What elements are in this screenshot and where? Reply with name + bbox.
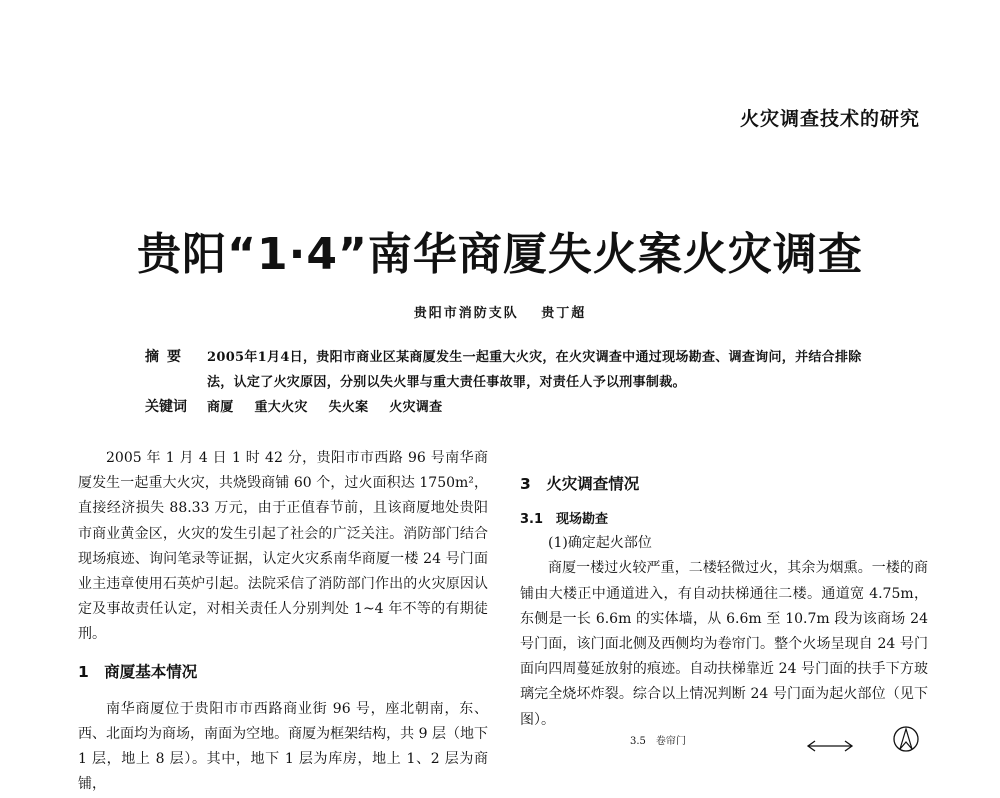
abstract-block bbox=[145, 345, 905, 420]
running-header: 火灾调查技术的研究 bbox=[739, 108, 920, 130]
abstract-label: 摘要 bbox=[145, 349, 189, 365]
subsection-3-1-heading: 3.1 现场勘查 bbox=[520, 512, 609, 528]
section-1-heading: 1 商厦基本情况 bbox=[78, 662, 198, 681]
keyword: 商厦 bbox=[207, 400, 234, 415]
authors bbox=[0, 302, 1000, 321]
author-name: 贵丁超 bbox=[541, 306, 587, 321]
section-3-heading: 3 火灾调查情况 bbox=[520, 475, 640, 493]
right-column bbox=[520, 460, 928, 733]
keyword: 失火案 bbox=[328, 400, 369, 415]
section-1-paragraph: 南华商厦位于贵阳市市西路商业街 96 号，座北朝南，东、西、北面均为商场，南面为空地。商厦为框架结构，共 9 层（地下 1 层，地上 8 层）。其中，地下 1 层为库房，地上 1、2 层为商铺， bbox=[78, 700, 488, 793]
keyword: 火灾调查 bbox=[389, 400, 443, 415]
intro-paragraph: 2005 年 1 月 4 日 1 时 42 分，贵阳市市西路 96 号南华商厦发生一起重大火灾，共烧毁商铺 60 个，过火面积达 1750m²，直接经济损失 88.33 万元，由于正值春节前，且该商厦地处贵阳市商业黄金区，火灾的发生引起了社会的广泛关注。消防部门结合现场痕迹、询问笔录等证据，认定火灾系南华商厦一楼 24 号门面业主违章使用石英炉引起。法院采信了消防部门作出的火灾原因认定及事故责任认定，对相关责任人分别判处 1~4 年不等的有期徒刑。 bbox=[78, 450, 488, 643]
figure-svg bbox=[630, 722, 930, 760]
keywords-list bbox=[207, 395, 867, 420]
paper-title: 贵阳“1·4”南华商厦失火案火灾调查 bbox=[137, 229, 863, 280]
left-column bbox=[78, 446, 488, 798]
keywords-row bbox=[145, 395, 905, 420]
figure-label: 3.5 卷帘门 bbox=[630, 736, 686, 747]
keywords-label: 关键词 bbox=[145, 399, 187, 415]
abstract-row bbox=[145, 345, 905, 395]
section-3-paragraph: 商厦一楼过火较严重，二楼轻微过火，其余为烟熏。一楼的商铺由大楼正中通道进入，有自动扶梯通往二楼。通道宽 4.75m，东侧是一长 6.6m 的实体墙，从 6.6m 至 10.7m 段为该商场 24 号门面，该门面北侧及西侧均为卷帘门。整个火场呈现自 24 号门面向四周蔓延放射的痕迹。自动扶梯靠近 24 号门面的扶手下方玻璃完全烧坏炸裂。综合以上情况判断 24 号门面为起火部位（见下图）。 bbox=[520, 560, 928, 728]
north-compass-icon bbox=[894, 727, 918, 751]
figure-diagram bbox=[630, 722, 930, 760]
abstract-text: 2005年1月4日，贵阳市商业区某商厦发生一起重大火灾，在火灾调查中通过现场勘查、调查询问，并结合排除法，认定了火灾原因，分别以失火罪与重大责任事故罪，对责任人予以刑事制裁。 bbox=[207, 350, 862, 390]
author-affiliation: 贵阳市消防支队 bbox=[413, 306, 519, 321]
keyword: 重大火灾 bbox=[254, 400, 308, 415]
item-heading: (1)确定起火部位 bbox=[548, 535, 652, 552]
double-arrow-icon bbox=[808, 741, 852, 751]
